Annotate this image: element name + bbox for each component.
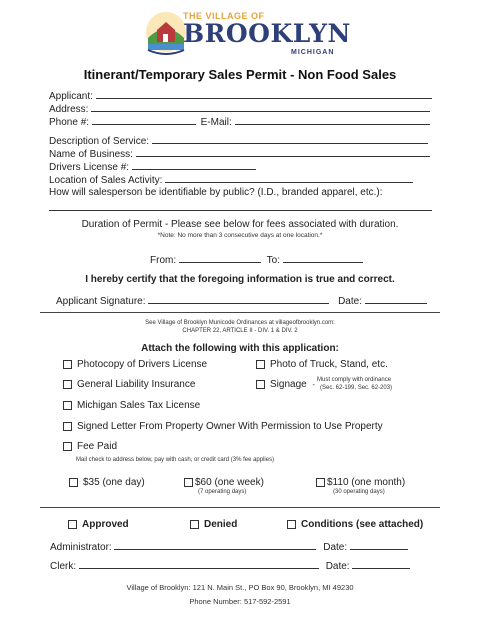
photo-truck-label: Photo of Truck, Stand, etc.	[270, 359, 388, 370]
administrator-row	[50, 540, 408, 553]
approved-label: Approved	[82, 519, 129, 530]
to-label: To:	[266, 255, 281, 266]
tax-label: Michigan Sales Tax License	[77, 400, 201, 411]
signage-dash: -	[312, 382, 315, 389]
signature-field[interactable]	[148, 294, 329, 304]
denied-checkbox[interactable]	[190, 520, 199, 529]
footer-phone: Phone Number: 517-592-2591	[189, 597, 291, 606]
fee-note: Mail check to address below, pay with cash, or credit card (3% fee applies)	[76, 457, 275, 463]
description-row	[49, 134, 428, 147]
fee-month[interactable]	[316, 477, 405, 488]
letter-label: Signed Letter From Property Owner With Permission to Use Property	[77, 421, 383, 432]
signature-date-field[interactable]	[365, 294, 427, 304]
fee-week-checkbox[interactable]	[184, 478, 193, 487]
clerk-date-label: Date:	[325, 561, 350, 572]
decision-denied[interactable]	[190, 519, 237, 530]
attach-insurance[interactable]	[63, 379, 195, 390]
signature-row	[56, 294, 427, 307]
applicant-field[interactable]	[96, 89, 432, 99]
administrator-date-field[interactable]	[350, 540, 408, 550]
license-row	[49, 160, 256, 173]
insurance-checkbox[interactable]	[63, 380, 72, 389]
to-field[interactable]	[283, 253, 363, 263]
logo-line2: BROOKLYN	[183, 19, 351, 48]
denied-label: Denied	[204, 519, 238, 530]
phone-label: Phone #:	[49, 117, 90, 128]
from-field[interactable]	[179, 253, 261, 263]
applicant-label: Applicant:	[49, 91, 93, 102]
logo-line1: THE VILLAGE OF	[183, 11, 265, 21]
page-title: Itinerant/Temporary Sales Permit - Non Food Sales	[83, 67, 397, 82]
address-row	[49, 102, 430, 115]
attach-letter[interactable]	[63, 421, 383, 432]
photo-truck-checkbox[interactable]	[256, 360, 265, 369]
approved-checkbox[interactable]	[68, 520, 77, 529]
license-label: Drivers License #:	[49, 162, 130, 173]
description-label: Description of Service:	[49, 136, 150, 147]
business-label: Name of Business:	[49, 149, 133, 160]
attach-photocopy[interactable]	[63, 359, 207, 370]
fee-week-label: $60 (one week)	[195, 477, 264, 488]
signage-note2: (Sec. 62-199, Sec. 62-203)	[320, 385, 393, 391]
section-divider-2	[40, 507, 440, 508]
signature-date-label: Date:	[338, 296, 362, 307]
certify-statement: I hereby certify that the foregoing information is true and correct.	[85, 274, 395, 285]
identifiable-label: How will salesperson be identifiable by public? (I.D., branded apparel, etc.):	[49, 187, 383, 198]
clerk-label: Clerk:	[50, 561, 77, 572]
location-field[interactable]	[165, 173, 413, 183]
insurance-label: General Liability Insurance	[77, 379, 196, 390]
fee-day-checkbox[interactable]	[69, 478, 78, 487]
address-label: Address:	[49, 104, 89, 115]
clerk-field[interactable]	[79, 559, 319, 569]
fee-day[interactable]	[69, 477, 145, 488]
fee-week-note: (7 operating days)	[198, 489, 247, 495]
business-field[interactable]	[136, 147, 430, 157]
duration-note: *Note: No more than 3 consecutive days at one location.*	[157, 232, 323, 239]
email-field[interactable]	[235, 115, 430, 125]
ordinance-line2: CHAPTER 22, ARTICLE II - DIV. 1 & DIV. 2	[182, 328, 298, 334]
email-label: E-Mail:	[200, 117, 232, 128]
attach-signage[interactable]	[256, 379, 315, 390]
location-row	[49, 173, 413, 186]
business-row	[49, 147, 430, 160]
administrator-label: Administrator:	[50, 542, 112, 553]
conditions-checkbox[interactable]	[287, 520, 296, 529]
attach-tax[interactable]	[63, 400, 200, 411]
decision-approved[interactable]	[68, 519, 129, 530]
fee-week[interactable]	[184, 477, 264, 488]
signature-label: Applicant Signature:	[56, 296, 146, 307]
identifiable-field[interactable]	[49, 201, 432, 211]
conditions-label: Conditions (see attached)	[301, 519, 424, 530]
fee-month-note: (30 operating days)	[333, 489, 385, 495]
license-field[interactable]	[132, 160, 256, 170]
administrator-field[interactable]	[114, 540, 316, 550]
attach-photo-truck[interactable]	[256, 359, 388, 370]
from-label: From:	[150, 255, 177, 266]
description-field[interactable]	[152, 134, 428, 144]
attach-fee[interactable]	[63, 441, 117, 452]
fee-month-checkbox[interactable]	[316, 478, 325, 487]
section-divider	[40, 312, 440, 313]
decision-conditions[interactable]	[287, 519, 423, 530]
duration-heading: Duration of Permit - Please see below for fees associated with duration.	[81, 219, 399, 230]
letter-checkbox[interactable]	[63, 422, 72, 431]
attach-heading: Attach the following with this application:	[141, 343, 339, 354]
signage-label: Signage	[270, 379, 307, 390]
administrator-date-label: Date:	[323, 542, 348, 553]
fee-month-label: $110 (one month)	[327, 477, 406, 488]
location-label: Location of Sales Activity:	[49, 175, 163, 186]
photocopy-label: Photocopy of Drivers License	[77, 359, 208, 370]
clerk-date-field[interactable]	[352, 559, 410, 569]
signage-checkbox[interactable]	[256, 380, 265, 389]
fee-day-label: $35 (one day)	[83, 477, 145, 488]
logo-line3: MICHIGAN	[291, 49, 335, 56]
date-range-row	[150, 253, 363, 266]
footer-address: Village of Brooklyn: 121 N. Main St., PO Box 90, Brooklyn, MI 49230	[126, 583, 354, 592]
village-logo	[143, 8, 351, 64]
address-field[interactable]	[91, 102, 430, 112]
photocopy-checkbox[interactable]	[63, 360, 72, 369]
ordinance-line1: See Village of Brooklyn Municode Ordinances at villageofbrooklyn.com:	[145, 320, 335, 326]
phone-field[interactable]	[92, 115, 196, 125]
tax-checkbox[interactable]	[63, 401, 72, 410]
fee-label: Fee Paid	[77, 441, 118, 452]
phone-email-row	[49, 115, 430, 128]
fee-checkbox[interactable]	[63, 442, 72, 451]
signage-note1: Must comply with ordinance	[317, 377, 392, 383]
clerk-row	[50, 559, 410, 572]
applicant-row	[49, 89, 432, 102]
